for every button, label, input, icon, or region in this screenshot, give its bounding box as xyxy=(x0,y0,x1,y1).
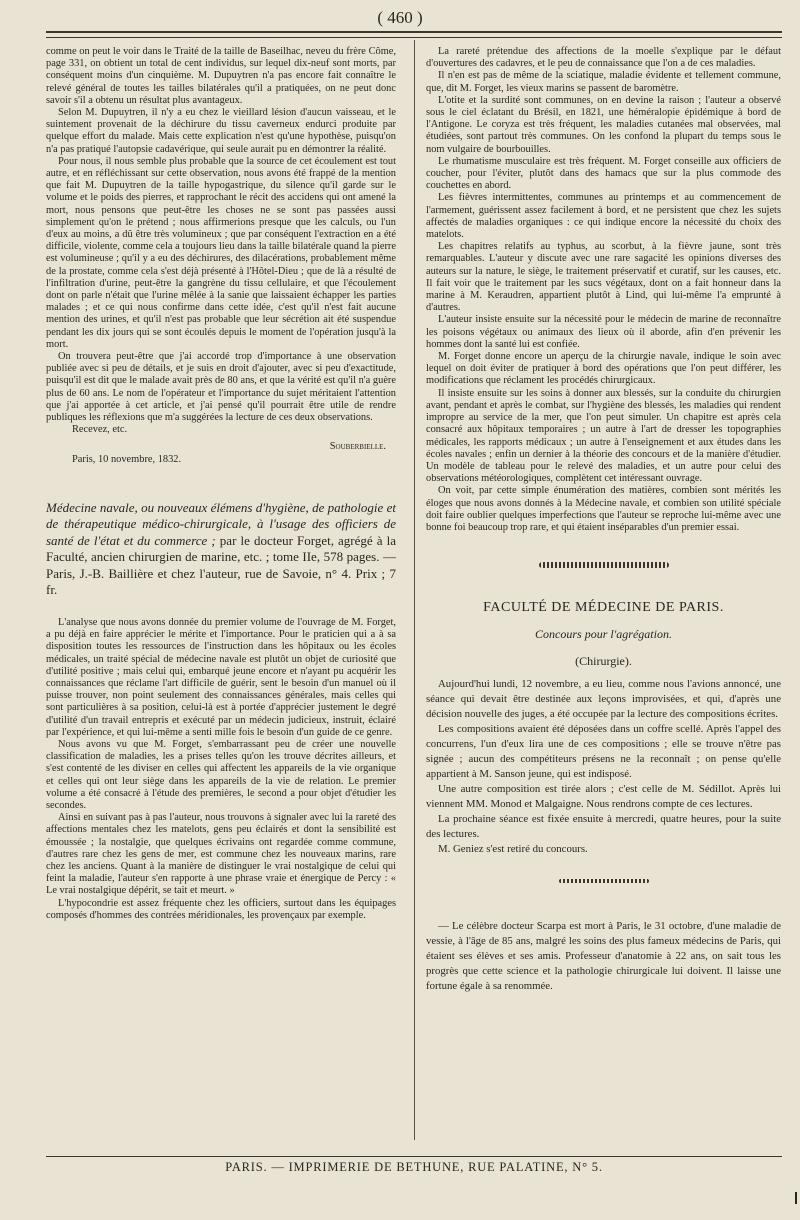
faculty-title: FACULTÉ DE MÉDECINE DE PARIS. xyxy=(483,600,724,616)
right-paragraph-14: La prochaine séance est fixée ensuite à mercredi, quatre heures, pour la suite des lectures. xyxy=(426,812,781,840)
right-paragraph-9: Il insiste ensuite sur les soins à donner aux blessés, sur la conduite du chirurgien avant, pendant et après le combat, sur l'hygiène des blessés, les maladies qui rendent impropre au service de la mer, que l'on peut simuler. Un chapitre est après cela consacré aux hôpitaux temporaires ; un autre à l'art de dresser les topographies médicales, les rapports médicaux ; un autre à l'enseignement et aux études dans les écoles navales ; enfin un dernier à la théorie des concours et de la manière d'étudier. Un modèle de tableau pour le relevé des maladies, et un autre pour celui des observations météorologiques, complètent cet intéressant ouvrage. xyxy=(426,387,781,485)
right-paragraph-6: Les chapitres relatifs au typhus, au scorbut, à la fièvre jaune, sont très remarquables. L'auteur y discute avec une rare sagacité les opinions diverses des auteurs sur la nature, le siège, le traitement préservatif et curatif, sur les causes, etc. Il fait voir que le traitement par les sucs végétaux, dont on a fait honneur dans la marine à M. Keraudren, appartient plutôt à Lind, qui lui-même l'a emprunté à d'autres. xyxy=(426,241,781,314)
right-paragraph-13: Une autre composition est tirée alors ; c'est celle de M. Sédillot. Après lui viennent MM. Monod et Malgaigne. Nous rendrons compte de ces lectures. xyxy=(426,782,781,810)
left-paragraph-3: Pour nous, il nous semble plus probable que la source de cet écoulement est tout autre, et en réfléchissant sur cette observation, nous avons été frappé de la mention que fait M. Dupuytren de la taille hypogastrique, du silence qu'il garde sur le volume et le poids des pierres, et rapprochant le récit des accidens qui ont amené la mort, nous pensons que peut-être les choses ne se sont pas passées aussi simplement qu'on le prétend ; nous affirmerions presque que les calculs, ou l'un d'eux au moins, a dû être très volumineux ; que par conséquent l'extraction en a été difficile, violente, comme cela a toujours lieu dans la taille bilatérale quand la pierre est volumineuse ; qu'il y a eu des déchirures, des dilacérations, probablement même de la prostate, comme cela s'est déjà présenté à l'Hôtel-Dieu ; que de là a résulté de l'infiltration d'urine, peut-être la gangrène du tissu cellulaire, et que l'écoulement dont on parle n'était que l'urine mêlée à la sanie que laissaient échapper les parties malades ; et ce qui nous confirme dans cette idée, c'est qu'il n'est fait aucune mention des urines, et qu'il n'est pas probable que leur sécrétion ait été suspendue pendant les dix jours qui se sont écoulés depuis le moment de l'opération jusqu'à la mort. xyxy=(46,155,396,350)
left-paragraph-9: L'hypocondrie est assez fréquente chez les officiers, surtout dans les équipages composés d'hommes des contrées méridionales, les provençaux par exemple. xyxy=(46,897,396,921)
review-title: Médecine navale, ou nouveaux élémens d'hygiène, de pathologie et de thérapeutique médico-chirurgicale, à l'usage des officiers de santé de l'état et du commerce ; xyxy=(46,499,396,548)
signature: Souberbielle. xyxy=(329,440,386,452)
left-paragraph-2: Selon M. Dupuytren, il n'y a eu chez le vieillard lésion d'aucun vaisseau, et le suintement provenait de la déchirure du tissu caverneux endurci produite par quelque effort du malade. Mais cette explication n'est qu'une hypothèse, puisqu'on n'a pas pratiqué l'autopsie cadavérique, qui seule aurait pu en démontrer la réalité. xyxy=(46,107,396,155)
small-ornament xyxy=(559,879,649,883)
printer-imprint: PARIS. — IMPRIMERIE DE BETHUNE, RUE PALATINE, N° 5. xyxy=(46,1156,782,1175)
right-paragraph-5: Les fièvres intermittentes, communes au printemps et au commencement de l'armement, guérissent assez facilement à bord, et ne persistent que chez les sujets affectés de maladies organiques : ce qui indique encore la nécessité du choix des matelots. xyxy=(426,192,781,241)
left-paragraph-7: Nous avons vu que M. Forget, s'embarrassant peu de créer une nouvelle classification de maladies, les a prises telles qu'on les trouve décrites ailleurs, et s'est contenté de les diviser en celles qui affectent les appareils de la vie organique et celles qui ont leur siège dans les appareils de la vie de relation. Le premier volume a été consacré à l'étude des premières, le second a pour objet d'étudier les secondes. xyxy=(46,738,396,811)
right-paragraph-2: Il n'en est pas de même de la sciatique, maladie évidente et tellement commune, que, dit M. Forget, les vieux marins se passent de baromètre. xyxy=(426,70,781,94)
left-column xyxy=(46,46,396,922)
page-number: ( 460 ) xyxy=(377,8,423,27)
left-paragraph-5: Recevez, etc. xyxy=(72,424,128,436)
header-rule xyxy=(46,31,782,38)
left-paragraph-8: Ainsi en suivant pas à pas l'auteur, nous trouvons à signaler avec lui la rareté des affections mentales chez les matelots, gens peu éclairés et dont la sensibilité est émoussée ; la nostalgie, que quelques écrivains ont regardée comme commune, d'autres rare chez les gens de mer, est commune chez les nouveaux marins, rare chez les anciens. Quant à la manière de distinguer le vrai nostalgique de celui qui feint la maladie, l'auteur s'en rapporte à une phrase vraie et énergique de Percy : « Le vrai nostalgique dépérit, se tait et meurt. » xyxy=(46,812,396,897)
left-paragraph-6: L'analyse que nous avons donnée du premier volume de l'ouvrage de M. Forget, a pu déjà en faire apprécier le mérite et l'importance. Pour le praticien qui a à sa disposition toutes les ressources de l'instruction dans les hôpitaux ou les écoles médicales, un traité spécial de médecine navale est plutôt un objet de curiosité que d'utilité positive ; mais celui qui, embarqué jeune encore et n'ayant pu acquérir les connaissances que réclame l'art difficile de guérir, sent le besoin d'un manuel où il puisse trouver, non point seulement des connaissances générales, mais celles qui sont particulières à sa position, celui-là est à portée d'apprécier justement le degré d'utilité d'un travail entrepris et exécuté par un médecin judicieux, instruit, éclairé par l'expérience, et qui lui-même a senti mille fois le besoin d'un guide de ce genre. xyxy=(46,616,396,738)
left-paragraph-4: On trouvera peut-être que j'ai accordé trop d'importance à une observation publiée avec si peu de détails, et je suis en droit d'ajouter, avec si peu d'exactitude, puisqu'il est dit que le malade avait près de 80 ans, et que la vérité est qu'il n'a guère plus de 60 ans. Le nom de l'opérateur et l'importance du sujet méritaient l'attention que j'ai apportée à cet article, et j'ai pensé qu'il pourrait être utile de rendre publiques les réflexions que m'a suggérées la lecture de ces deux observations. xyxy=(46,351,396,424)
column-divider xyxy=(414,40,415,1140)
right-paragraph-7: L'auteur insiste ensuite sur la nécessité pour le médecin de marine de reconnaître les poisons végétaux ou animaux des lieux où il aborde, afin d'en prévenir les hommes dont la santé lui est confiée. xyxy=(426,314,781,350)
review-details: par le docteur Forget, agrégé à la Faculté, ancien chirurgien de marine, etc. ; tome IIe, 578 pages. — Paris, J.-B. Baillière et chez l'auteur, rue de Savoie, n° 4. Prix ; 7 fr. xyxy=(46,532,396,598)
dateline: Paris, 10 novembre, 1832. xyxy=(72,453,182,465)
right-paragraph-15: M. Geniez s'est retiré du concours. xyxy=(438,842,588,855)
right-paragraph-12: Les compositions avaient été déposées dans un coffre scellé. Après l'appel des concurrens, l'un d'eux lira une de ces compositions ; elle se trouve n'être pas signée ; aucun des compétiteurs présens ne la reconnaît ; on pense qu'elle appartient à M. Sanson jeune, qui est indisposé. xyxy=(426,722,781,780)
right-paragraph-11: Aujourd'hui lundi, 12 novembre, a eu lieu, comme nous l'avions annoncé, une séance qui devait être destinée aux leçons improvisées, et qui, d'après une décision nouvelle des juges, a été occupée par la lecture des compositions écrites. xyxy=(426,677,781,720)
faculty-subtitle-2: (Chirurgie). xyxy=(575,653,632,668)
left-paragraph-1: comme on peut le voir dans le Traité de la taille de Baseilhac, neveu du frère Côme, page 331, on obtient un total de cent individus, sur lequel dix-neuf sont morts, par conséquent moins d'un cinquième. M. Dupuytren n'a pas encore fait connaître le relevé général de toutes les tailles bilatérales qu'il a pratiquées, on ne peut donc savoir s'il a obtenu un résultat plus avantageux. xyxy=(46,46,396,106)
edge-mark xyxy=(795,1192,797,1204)
faculty-subtitle: Concours pour l'agrégation. xyxy=(535,627,672,642)
section-ornament xyxy=(539,562,669,568)
right-paragraph-4: Le rhumatisme musculaire est très fréquent. M. Forget conseille aux officiers de coucher, pour l'éviter, plutôt dans des hamacs que sur la plus commode des couchettes en abord. xyxy=(426,155,781,192)
right-paragraph-1: La rareté prétendue des affections de la moelle s'explique par le défaut d'ouvertures des cadavres, et le peu de connaissance que l'on a de ces maladies. xyxy=(426,46,781,70)
right-paragraph-10: On voit, par cette simple énumération des matières, combien sont mérités les éloges que nous avons donnés à la Médecine navale, et combien son utilité spéciale doit faire oublier quelques imperfections que l'auteur se reproche lui-même avec une bonne foi beaucoup trop rare, et qui étaient inséparables d'un premier essai. xyxy=(426,485,781,533)
right-column xyxy=(426,46,781,994)
review-heading xyxy=(46,500,396,599)
right-paragraph-16: — Le célèbre docteur Scarpa est mort à Paris, le 31 octobre, d'une maladie de vessie, à l'âge de 85 ans, malgré les soins des plus fameux médecins de Paris, qui étaient ses élèves et ses amis. Professeur d'anatomie à 22 ans, on sait tous les progrès que cette science et la pathologie chirurgicale lui doivent. Il laisse une fortune égale à sa renommée. xyxy=(426,919,781,992)
right-paragraph-8: M. Forget donne encore un aperçu de la chirurgie navale, indique le soin avec lequel on doit éviter de pratiquer à bord des opérations que l'on peut différer, les modifications que réclament les procédés chirurgicaux. xyxy=(426,351,781,387)
right-paragraph-3: L'otite et la surdité sont communes, on en devine la raison ; l'auteur a observé sous le ciel éclatant du Brésil, en 1821, une héméralopie épidémique à bord de l'Antigone. Le coryza est très fréquent, les maladies cutanées mal observées, mal étudiées, sont partout très communes. On les confond la plupart du temps sous le nom vulgaire de bourbouilles. xyxy=(426,94,781,155)
